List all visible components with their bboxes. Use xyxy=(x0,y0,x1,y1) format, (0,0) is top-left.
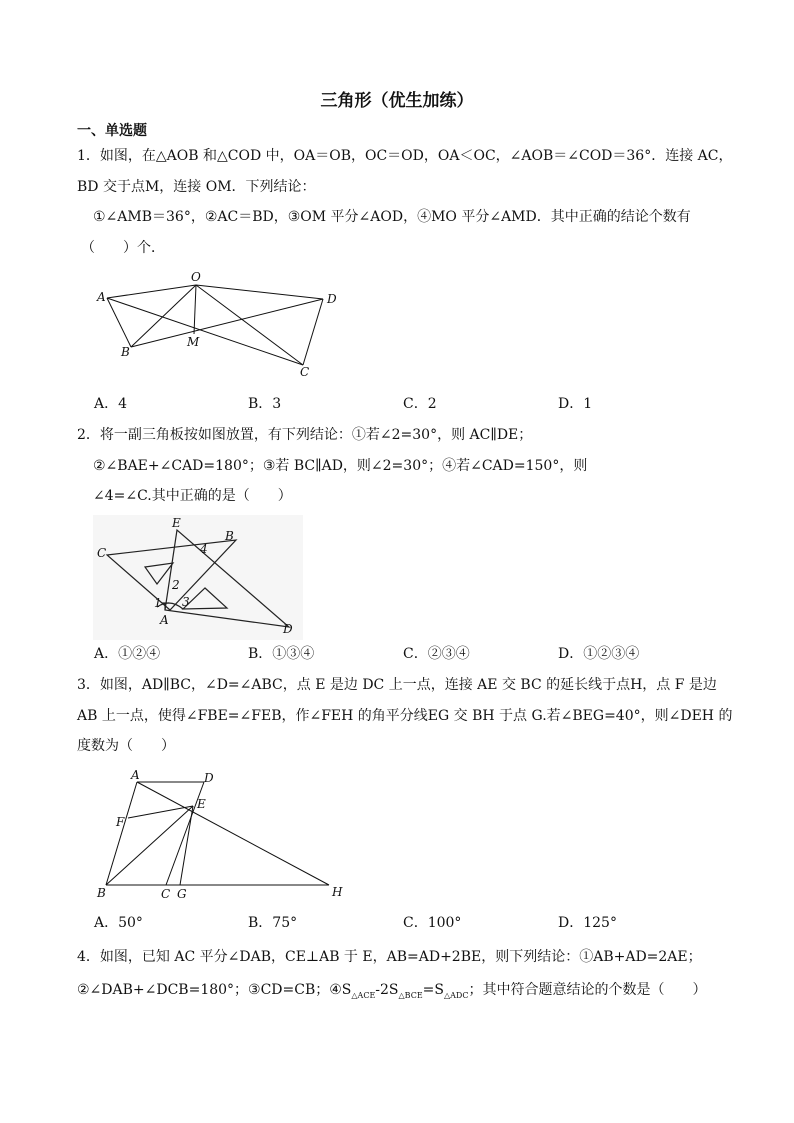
q1-label-D: D xyxy=(327,292,337,306)
q3-text-line-1: 3．如图，AD∥BC，∠D=∠ABC，点 E 是边 DC 上一点，连接 AE 交 BC 的延长线于点H，点 F 是边 xyxy=(77,677,717,693)
q4-sub-ace: △ACE xyxy=(351,990,376,1000)
q4-line2-part-d: ；其中符合题意结论的个数是（ ） xyxy=(468,982,707,998)
q4-sub-adc: △ADC xyxy=(444,990,469,1000)
q2-label-4: 4 xyxy=(200,542,208,556)
q2-text-line-3: ∠4=∠C.其中正确的是（ ） xyxy=(93,488,292,504)
q2-text-line-1: 2．将一副三角板按如图放置，有下列结论：①若∠2=30°，则 AC∥DE； xyxy=(77,427,533,443)
q2-option-d: D．①②③④ xyxy=(558,646,640,662)
q2-option-a: A．①②④ xyxy=(94,646,161,662)
q3-label-D: D xyxy=(204,771,214,785)
q2-label-E: E xyxy=(172,516,181,530)
q4-line2-part-b: -2S xyxy=(375,982,399,998)
q4-line2-part-c: =S xyxy=(422,982,444,998)
q1-label-A: A xyxy=(97,290,106,304)
q2-label-D: D xyxy=(283,622,293,636)
q3-option-b: B．75° xyxy=(248,915,298,931)
q2-text-line-2: ②∠BAE+∠CAD=180°；③若 BC∥AD，则∠2=30°；④若∠CAD=150°，则 xyxy=(93,458,588,474)
q3-label-F: F xyxy=(116,815,125,829)
q1-option-b: B．3 xyxy=(248,396,282,412)
q3-label-A: A xyxy=(131,768,140,782)
q3-label-G: G xyxy=(177,887,187,901)
q1-label-O: O xyxy=(191,270,201,284)
q4-line2-part-a: ②∠DAB+∠DCB=180°；③CD=CB；④S xyxy=(77,982,352,998)
page-title: 三角形（优生加练） xyxy=(320,91,474,111)
q1-label-C: C xyxy=(300,365,310,379)
q2-label-2: 2 xyxy=(172,578,180,592)
q3-option-c: C．100° xyxy=(403,915,462,931)
q2-option-b: B．①③④ xyxy=(248,646,315,662)
q1-text-line-1: 1．如图，在△AOB 和△COD 中，OA＝OB，OC＝OD，OA＜OC，∠AOB＝∠COD＝36°．连接 AC， xyxy=(77,148,733,164)
q1-option-c: C．2 xyxy=(403,396,437,412)
q3-option-d: D．125° xyxy=(558,915,617,931)
q2-label-B: B xyxy=(225,529,234,543)
q1-label-M: M xyxy=(187,335,200,349)
q3-label-E: E xyxy=(197,797,206,811)
q2-figure xyxy=(93,515,303,640)
q3-label-H: H xyxy=(332,885,343,899)
q1-text-line-2: BD 交于点M，连接 OM．下列结论： xyxy=(77,179,316,195)
q1-text-line-3: ①∠AMB＝36°，②AC＝BD，③OM 平分∠AOD，④MO 平分∠AMD．其中正确的结论个数有 xyxy=(93,209,691,225)
q3-text-line-2: AB 上一点，使得∠FBE=∠FEB，作∠FEH 的角平分线EG 交 BH 于点 G.若∠BEG=40°，则∠DEH 的 xyxy=(77,708,733,724)
q4-text-line-1: 4．如图，已知 AC 平分∠DAB，CE⊥AB 于 E，AB=AD+2BE，则下列结论：①AB+AD=2AE； xyxy=(77,949,702,965)
q4-text-line-2 xyxy=(77,980,706,1006)
q2-label-3: 3 xyxy=(182,595,190,609)
section-heading: 一、单选题 xyxy=(77,123,147,139)
q1-option-d: D．1 xyxy=(558,396,593,412)
q3-option-a: A．50° xyxy=(94,915,143,931)
q1-label-B: B xyxy=(121,345,130,359)
q1-option-a: A．4 xyxy=(94,396,128,412)
q3-figure xyxy=(93,765,353,905)
q1-text-line-4: （ ）个． xyxy=(81,240,165,256)
q1-figure xyxy=(90,270,350,380)
q4-sub-bce: △BCE xyxy=(398,990,423,1000)
q2-label-1: 1 xyxy=(154,596,162,610)
q3-text-line-3: 度数为（ ） xyxy=(77,738,175,754)
q2-option-c: C．②③④ xyxy=(403,646,470,662)
q2-label-A: A xyxy=(160,613,169,627)
q2-label-C: C xyxy=(97,546,107,560)
q3-label-C: C xyxy=(161,887,171,901)
q3-label-B: B xyxy=(97,886,106,900)
